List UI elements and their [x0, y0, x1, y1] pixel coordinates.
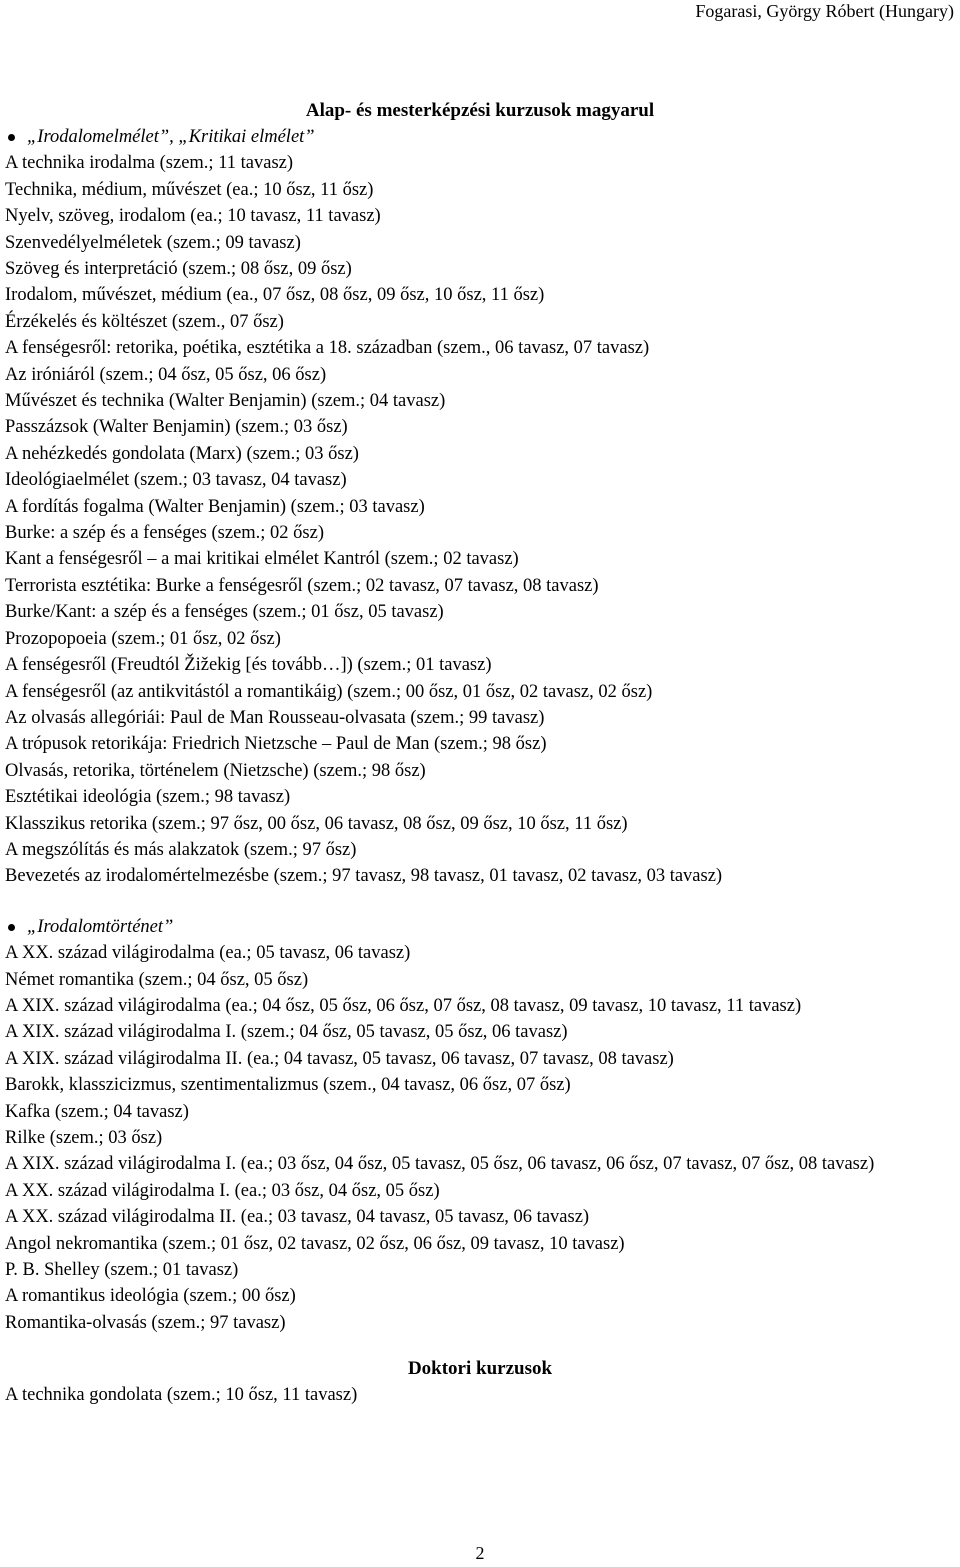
course-entry: A romantikus ideológia (szem.; 00 ősz): [5, 1286, 296, 1307]
course-entry: A fenségesről (az antikvitástól a romantikáig) (szem.; 00 ősz, 01 ősz, 02 tavasz, 02 ősz): [5, 681, 653, 702]
course-entry: A XIX. század világirodalma I. (ea.; 03 ősz, 04 ősz, 05 tavasz, 05 ősz, 06 tavasz, 06 ősz, 07 tavasz, 07 ősz, 08 tavasz): [5, 1154, 875, 1175]
course-entry: Romantika-olvasás (szem.; 97 tavasz): [5, 1312, 286, 1333]
course-entry: Passzázsok (Walter Benjamin) (szem.; 03 ősz): [5, 417, 348, 438]
course-entry: Német romantika (szem.; 04 ősz, 05 ősz): [5, 969, 309, 990]
course-entry: Szenvedélyelméletek (szem.; 09 tavasz): [5, 232, 301, 253]
course-entry: Kant a fenségesről – a mai kritikai elmélet Kantról (szem.; 02 tavasz): [5, 549, 519, 570]
course-entry: Technika, médium, művészet (ea.; 10 ősz, 11 ősz): [5, 179, 374, 200]
history-course-list: [5, 940, 955, 1336]
course-entry: A technika gondolata (szem.; 10 ősz, 11 tavasz): [5, 1385, 358, 1406]
section-title-theory: [5, 124, 955, 150]
course-entry: Kafka (szem.; 04 tavasz): [5, 1101, 189, 1122]
section-heading-doctoral: Doktori kurzusok: [407, 1358, 553, 1380]
page-number: 2: [475, 1543, 485, 1563]
bullet-icon: [8, 924, 15, 931]
spacer: [5, 890, 955, 914]
course-entry: Barokk, klasszicizmus, szentimentalizmus (szem., 04 tavasz, 06 ősz, 07 ősz): [5, 1075, 571, 1096]
spacer: [5, 1336, 955, 1356]
section-title-history-text: „Irodalomtörténet”: [27, 916, 174, 937]
course-entry: A nehézkedés gondolata (Marx) (szem.; 03 ősz): [5, 443, 359, 464]
course-entry: Nyelv, szöveg, irodalom (ea.; 10 tavasz, 11 tavasz): [5, 206, 381, 227]
course-entry: Prozopopoeia (szem.; 01 ősz, 02 ősz): [5, 628, 281, 649]
course-entry: Olvasás, retorika, történelem (Nietzsche) (szem.; 98 ősz): [5, 760, 426, 781]
course-entry: Szöveg és interpretáció (szem.; 08 ősz, 09 ősz): [5, 259, 352, 280]
course-entry: A trópusok retorikája: Friedrich Nietzsche – Paul de Man (szem.; 98 ősz): [5, 734, 547, 755]
course-entry: A XIX. század világirodalma II. (ea.; 04 tavasz, 05 tavasz, 06 tavasz, 07 tavasz, 08 tavasz): [5, 1048, 674, 1069]
course-entry: Terrorista esztétika: Burke a fenségesről (szem.; 02 tavasz, 07 tavasz, 08 tavasz): [5, 575, 599, 596]
course-entry: A fenségesről (Freudtól Žižekig [és tovább…]) (szem.; 01 tavasz): [5, 655, 492, 676]
course-entry: A XIX. század világirodalma (ea.; 04 ősz, 05 ősz, 06 ősz, 07 ősz, 08 tavasz, 09 tavasz, 10 tavasz, 11 tavasz): [5, 995, 802, 1016]
course-entry: Klasszikus retorika (szem.; 97 ősz, 00 ősz, 06 tavasz, 08 ősz, 09 ősz, 10 ősz, 11 ősz): [5, 813, 628, 834]
course-entry: Burke/Kant: a szép és a fenséges (szem.; 01 ősz, 05 tavasz): [5, 602, 444, 623]
section-heading-ba-ma: Alap- és mesterképzési kurzusok magyarul: [305, 100, 655, 121]
running-header: Fogarasi, György Róbert (Hungary): [695, 1, 954, 21]
page-content: [5, 98, 955, 1409]
course-entry: A XX. század világirodalma I. (ea.; 03 ősz, 04 ősz, 05 ősz): [5, 1180, 440, 1201]
course-entry: P. B. Shelley (szem.; 01 tavasz): [5, 1260, 239, 1281]
theory-course-list: [5, 150, 955, 889]
course-entry: A megszólítás és más alakzatok (szem.; 97 ősz): [5, 839, 357, 860]
course-entry: Rilke (szem.; 03 ősz): [5, 1128, 163, 1148]
course-entry: Az olvasás allegóriái: Paul de Man Rousseau-olvasata (szem.; 99 tavasz): [5, 707, 545, 728]
course-entry: A XIX. század világirodalma I. (szem.; 04 ősz, 05 tavasz, 05 ősz, 06 tavasz): [5, 1022, 568, 1043]
course-entry: A technika irodalma (szem.; 11 tavasz): [5, 153, 294, 174]
course-entry: A XX. század világirodalma II. (ea.; 03 tavasz, 04 tavasz, 05 tavasz, 06 tavasz): [5, 1207, 590, 1228]
course-entry: A fenségesről: retorika, poétika, esztétika a 18. században (szem., 06 tavasz, 07 tavasz): [5, 338, 650, 359]
doctoral-course-list: [5, 1382, 955, 1408]
course-entry: Esztétikai ideológia (szem.; 98 tavasz): [5, 787, 291, 808]
course-entry: Angol nekromantika (szem.; 01 ősz, 02 tavasz, 02 ősz, 06 ősz, 09 tavasz, 10 tavasz): [5, 1233, 625, 1254]
course-entry: A fordítás fogalma (Walter Benjamin) (szem.; 03 tavasz): [5, 496, 425, 517]
course-entry: Ideológiaelmélet (szem.; 03 tavasz, 04 tavasz): [5, 470, 347, 491]
section-title-history: [5, 914, 955, 940]
course-entry: Művészet és technika (Walter Benjamin) (szem.; 04 tavasz): [5, 391, 446, 412]
bullet-icon: [8, 134, 15, 141]
course-entry: Irodalom, művészet, médium (ea., 07 ősz, 08 ősz, 09 ősz, 10 ősz, 11 ősz): [5, 285, 545, 306]
course-entry: Bevezetés az irodalomértelmezésbe (szem.; 97 tavasz, 98 tavasz, 01 tavasz, 02 tavasz, 03 tavasz): [5, 866, 723, 887]
course-entry: Az iróniáról (szem.; 04 ősz, 05 ősz, 06 ősz): [5, 364, 327, 385]
course-entry: Burke: a szép és a fenséges (szem.; 02 ősz): [5, 523, 325, 544]
course-entry: A XX. század világirodalma (ea.; 05 tavasz, 06 tavasz): [5, 943, 411, 964]
course-entry: Érzékelés és költészet (szem., 07 ősz): [5, 311, 284, 332]
section-title-theory-text: „Irodalomelmélet”, „Kritikai elmélet”: [27, 127, 315, 147]
